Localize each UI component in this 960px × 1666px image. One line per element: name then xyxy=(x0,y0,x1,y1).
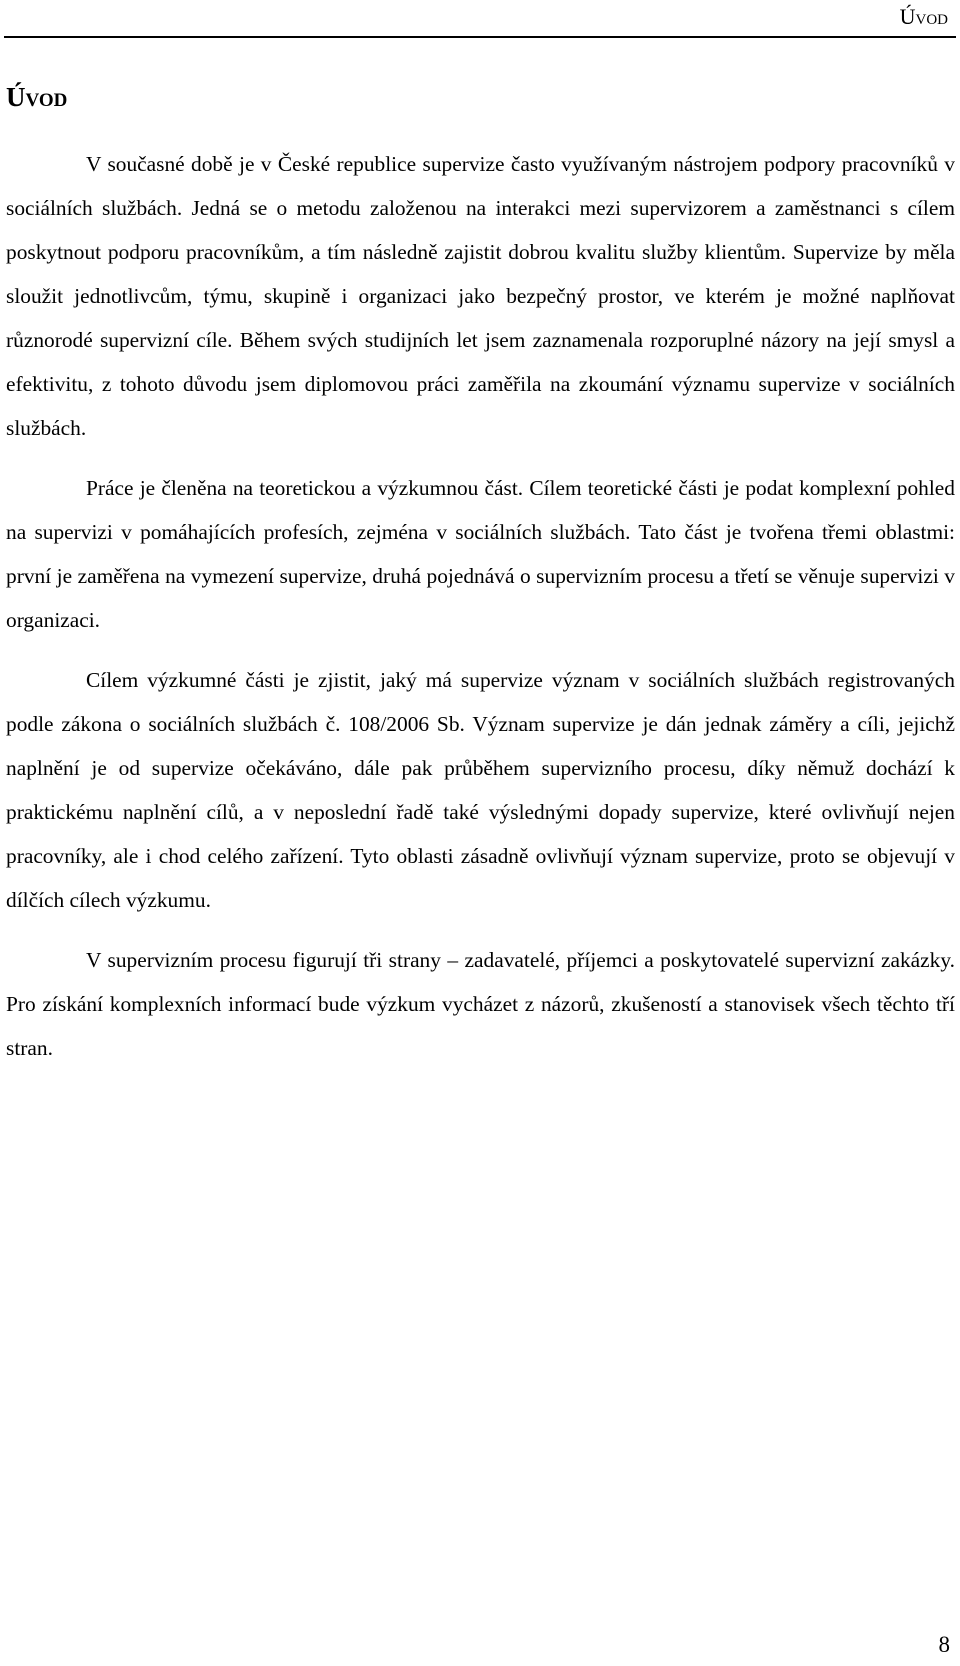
header-rule xyxy=(4,36,956,38)
paragraph: Cílem výzkumné části je zjistit, jaký má supervize význam v sociálních službách registrovaných podle zákona o sociálních službách č. 108/2006 Sb. Význam supervize je dán jednak záměry a cíli, jejichž naplnění je od supervize očekáváno, dále pak průběhem supervizního procesu, díky němuž dochází k praktickému naplnění cílů, a v neposlední řadě také výslednými dopady supervize, které ovlivňují nejen pracovníky, ale i chod celého zařízení. Tyto oblasti zásadně ovlivňují význam supervize, proto se objevují v dílčích cílech výzkumu. xyxy=(6,668,955,912)
paragraph: V supervizním procesu figurují tři strany – zadavatelé, příjemci a poskytovatelé supervizní zakázky. Pro získání komplexních informací bude výzkum vycházet z názorů, zkušeností a stanovisek všech těchto tří stran. xyxy=(6,948,955,1060)
page-number: 8 xyxy=(938,1632,950,1657)
running-header: Úvod xyxy=(899,4,948,29)
paragraph: V současné době je v České republice supervize často využívaným nástrojem podpory pracovníků v sociálních službách. Jedná se o metodu založenou na interakci mezi supervizorem a zaměstnanci s cílem poskytnout podporu pracovníkům, a tím následně zajistit dobrou kvalitu služby klientům. Supervize by měla sloužit jednotlivcům, týmu, skupině i organizaci jako bezpečný prostor, ve kterém je možné naplňovat různorodé supervizní cíle. Během svých studijních let jsem zaznamenala rozporuplné názory na její smysl a efektivitu, z tohoto důvodu jsem diplomovou práci zaměřila na zkoumání významu supervize v sociálních službách. xyxy=(6,152,955,440)
chapter-heading: Úvod xyxy=(6,82,68,112)
body-text xyxy=(6,142,955,1086)
paragraph: Práce je členěna na teoretickou a výzkumnou část. Cílem teoretické části je podat komplexní pohled na supervizi v pomáhajících profesích, zejména v sociálních službách. Tato část je tvořena třemi oblastmi: první je zaměřena na vymezení supervize, druhá pojednává o supervizním procesu a třetí se věnuje supervizi v organizaci. xyxy=(6,476,955,632)
